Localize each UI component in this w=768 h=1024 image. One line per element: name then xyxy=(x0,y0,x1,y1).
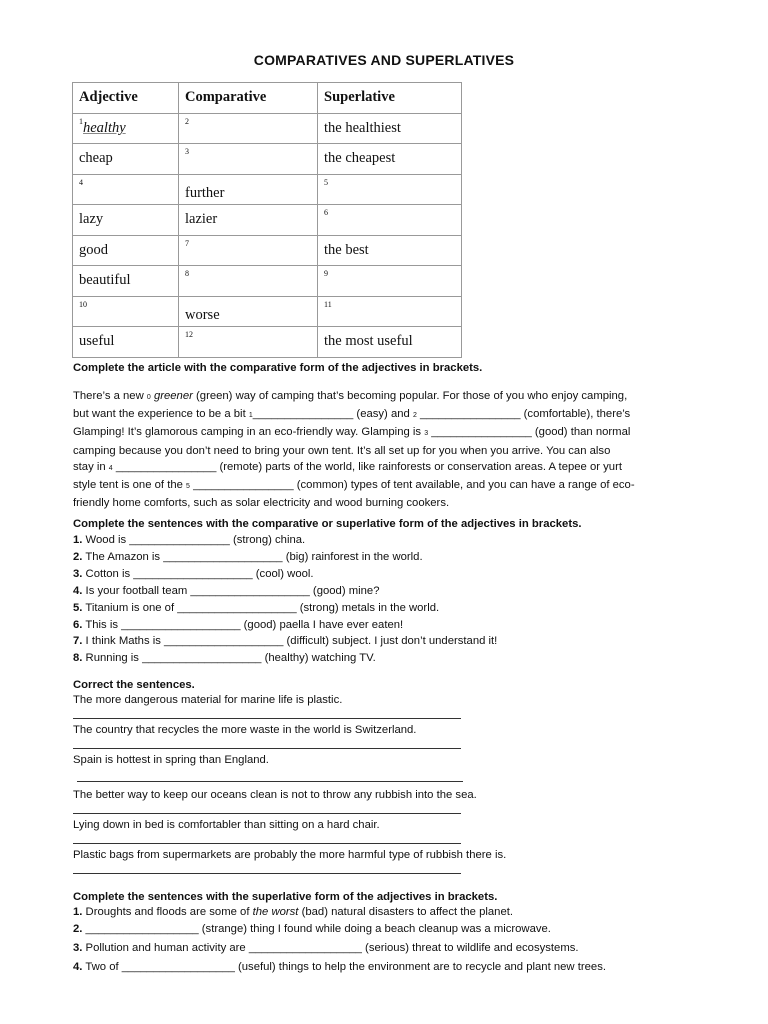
example-answer: greener xyxy=(153,390,193,402)
article-text: Glamping! It’s glamorous camping in an eco-friendly way. Glamping is xyxy=(73,426,425,439)
correct-item: The better way to keep our oceans clean is not to throw any rubbish into the sea. xyxy=(73,789,477,801)
cell-text: the best xyxy=(324,241,369,258)
article-line xyxy=(73,388,705,406)
list-item xyxy=(73,958,606,977)
section4 xyxy=(73,889,606,977)
correct-item: The country that recycles the more waste in the world is Switzerland. xyxy=(73,724,417,736)
example-adjective: healthy xyxy=(83,120,126,137)
item-text: This is ___________________ (good) paella I have ever eaten! xyxy=(82,618,404,631)
answer-line[interactable] xyxy=(73,748,461,749)
table-cell xyxy=(179,296,318,327)
table-row xyxy=(73,144,462,175)
item-text: Cotton is ___________________ (cool) wool. xyxy=(82,567,314,580)
section1-heading: Complete the article with the comparative form of the adjectives in brackets. xyxy=(73,362,483,374)
item-text: Pollution and human activity are __________________ (serious) threat to wildlife and ecosystems. xyxy=(82,942,579,954)
item-number: 2. xyxy=(73,550,83,563)
table-cell xyxy=(73,327,179,358)
article-line xyxy=(73,406,705,424)
section3-heading: Correct the sentences. xyxy=(73,679,195,691)
gap-number: 0 xyxy=(146,394,151,401)
list-item xyxy=(73,600,582,617)
article-text: ________________ (easy) and xyxy=(252,408,413,421)
page-title: COMPARATIVES AND SUPERLATIVES xyxy=(253,52,515,68)
adjective-table xyxy=(72,82,462,358)
item-number: 10 xyxy=(79,299,87,309)
table-cell xyxy=(179,113,318,144)
cell-text: cheap xyxy=(79,150,113,167)
list-item xyxy=(73,650,582,667)
list-item xyxy=(73,549,582,566)
article-line xyxy=(73,459,705,477)
section4-heading: Complete the sentences with the superlative form of the adjectives in brackets. xyxy=(73,891,498,903)
article-line: camping because you don’t need to bring your own tent. It’s all set up for you when you arrive. You can also xyxy=(73,444,611,457)
table-header-row xyxy=(73,83,462,114)
table-cell xyxy=(73,174,179,205)
cell-text: worse xyxy=(185,306,220,323)
article-text: ________________ (remote) parts of the world, like rainforests or conservation areas. A tepee or yurt xyxy=(112,460,622,473)
header-adjective: Adjective xyxy=(73,83,179,114)
table-cell xyxy=(318,144,462,175)
article-text: ________________ (comfortable), there’s xyxy=(416,408,631,421)
item-number: 6 xyxy=(324,208,328,217)
table-cell xyxy=(318,235,462,266)
item-number: 12 xyxy=(185,330,193,339)
list-item xyxy=(73,617,582,634)
article-line xyxy=(73,477,705,495)
cell-text: beautiful xyxy=(79,272,131,289)
correct-item: Spain is hottest in spring than England. xyxy=(73,754,269,766)
article-text: ________________ (good) than normal xyxy=(428,426,631,439)
table-cell xyxy=(179,266,318,297)
article-line: friendly home comforts, such as solar electricity and wood burning cookers. xyxy=(73,497,450,510)
table-cell xyxy=(318,205,462,236)
cell-text: good xyxy=(79,241,108,258)
gap-number: 2 xyxy=(412,412,417,420)
item-text: Droughts and floods are some of xyxy=(82,906,253,918)
cell-text: lazy xyxy=(79,211,104,228)
header-comparative: Comparative xyxy=(179,83,318,114)
gap-number: 3 xyxy=(424,430,429,438)
item-number: 4 xyxy=(79,177,83,187)
table-cell xyxy=(73,113,179,144)
item-number: 3. xyxy=(73,567,83,580)
article-text: (green) way of camping that’s becoming popular. For those of you who enjoy camping, xyxy=(192,390,628,402)
item-number: 1 xyxy=(79,117,83,127)
item-number: 8. xyxy=(73,652,83,665)
table-cell xyxy=(179,205,318,236)
list-item xyxy=(73,566,582,583)
list-item xyxy=(73,939,606,958)
item-number: 2. xyxy=(73,923,83,935)
item-number: 3 xyxy=(185,147,189,156)
item-number: 4. xyxy=(73,584,83,597)
correct-item: Plastic bags from supermarkets are probably the more harmful type of rubbish there is. xyxy=(73,849,507,861)
cell-text: the most useful xyxy=(324,333,413,350)
list-item xyxy=(73,920,606,939)
item-number: 5. xyxy=(73,601,83,614)
table-cell xyxy=(318,113,462,144)
article-paragraph xyxy=(73,388,705,511)
list-item xyxy=(73,583,582,600)
table-cell xyxy=(73,235,179,266)
article-text: style tent is one of the xyxy=(73,479,187,492)
item-number: 1. xyxy=(73,534,83,546)
item-text: Running is ___________________ (healthy) watching TV. xyxy=(82,652,376,665)
table-cell xyxy=(179,327,318,358)
item-text: I think Maths is ___________________ (difficult) subject. I just don’t understand it! xyxy=(82,635,498,648)
item-text: Titanium is one of ___________________ (strong) metals in the world. xyxy=(82,601,440,614)
item-text: Wood is ________________ (strong) china. xyxy=(82,534,306,546)
answer-line[interactable] xyxy=(73,873,461,874)
table-cell xyxy=(73,205,179,236)
example-answer: the worst xyxy=(252,906,299,918)
table-row xyxy=(73,174,462,205)
correct-item: The more dangerous material for marine life is plastic. xyxy=(73,694,343,706)
section2-heading: Complete the sentences with the comparative or superlative form of the adjectives in brackets. xyxy=(73,518,582,530)
cell-text: the healthiest xyxy=(324,119,401,136)
item-number: 1. xyxy=(73,906,83,918)
list-item xyxy=(73,633,582,650)
cell-text: the cheapest xyxy=(324,150,396,167)
section2 xyxy=(73,516,582,667)
table-cell xyxy=(73,296,179,327)
table-cell xyxy=(73,266,179,297)
table-row xyxy=(73,266,462,297)
item-number: 11 xyxy=(324,299,332,309)
gap-number: 4 xyxy=(108,464,113,472)
table-row xyxy=(73,327,462,358)
table-row xyxy=(73,235,462,266)
answer-line[interactable] xyxy=(77,781,463,782)
item-number: 9 xyxy=(324,269,328,278)
cell-text: useful xyxy=(79,333,115,350)
item-number: 3. xyxy=(73,942,83,954)
table-cell xyxy=(318,174,462,205)
answer-line[interactable] xyxy=(73,813,461,814)
answer-line[interactable] xyxy=(73,843,461,844)
item-number: 5 xyxy=(324,177,328,187)
article-text: stay in xyxy=(73,460,109,473)
item-number: 2 xyxy=(185,116,189,126)
table-cell xyxy=(318,296,462,327)
article-text: There’s a new xyxy=(73,390,147,402)
item-text: (bad) natural disasters to affect the planet. xyxy=(298,906,514,918)
cell-text: lazier xyxy=(185,211,218,228)
item-number: 6. xyxy=(73,618,83,631)
table-row xyxy=(73,113,462,144)
item-number: 7 xyxy=(185,238,189,248)
article-text: ________________ (common) types of tent available, and you can have a range of eco- xyxy=(189,479,635,492)
item-text: Two of __________________ (useful) things to help the environment are to recycle and plant new trees. xyxy=(82,961,606,973)
table-row xyxy=(73,296,462,327)
list-item xyxy=(73,905,606,920)
correct-item: Lying down in bed is comfortabler than sitting on a hard chair. xyxy=(73,819,380,831)
gap-number: 1 xyxy=(248,412,253,420)
gap-number: 5 xyxy=(186,483,190,491)
item-text: Is your football team ___________________ (good) mine? xyxy=(82,584,380,597)
table-row xyxy=(73,205,462,236)
table-cell xyxy=(179,144,318,175)
list-item xyxy=(73,532,582,549)
item-number: 7. xyxy=(73,635,83,648)
table-cell xyxy=(318,327,462,358)
item-number: 4. xyxy=(73,961,83,973)
table-cell xyxy=(179,235,318,266)
answer-line[interactable] xyxy=(73,718,461,719)
header-superlative: Superlative xyxy=(318,83,462,114)
cell-text: further xyxy=(185,184,225,201)
table-cell xyxy=(179,174,318,205)
table-cell xyxy=(318,266,462,297)
article-text: but want the experience to be a bit xyxy=(73,408,249,421)
table-cell xyxy=(73,144,179,175)
article-line xyxy=(73,424,705,442)
item-text: The Amazon is ___________________ (big) rainforest in the world. xyxy=(82,550,423,563)
item-number: 8 xyxy=(185,269,189,278)
item-text: __________________ (strange) thing I found while doing a beach cleanup was a microwave. xyxy=(82,923,551,935)
